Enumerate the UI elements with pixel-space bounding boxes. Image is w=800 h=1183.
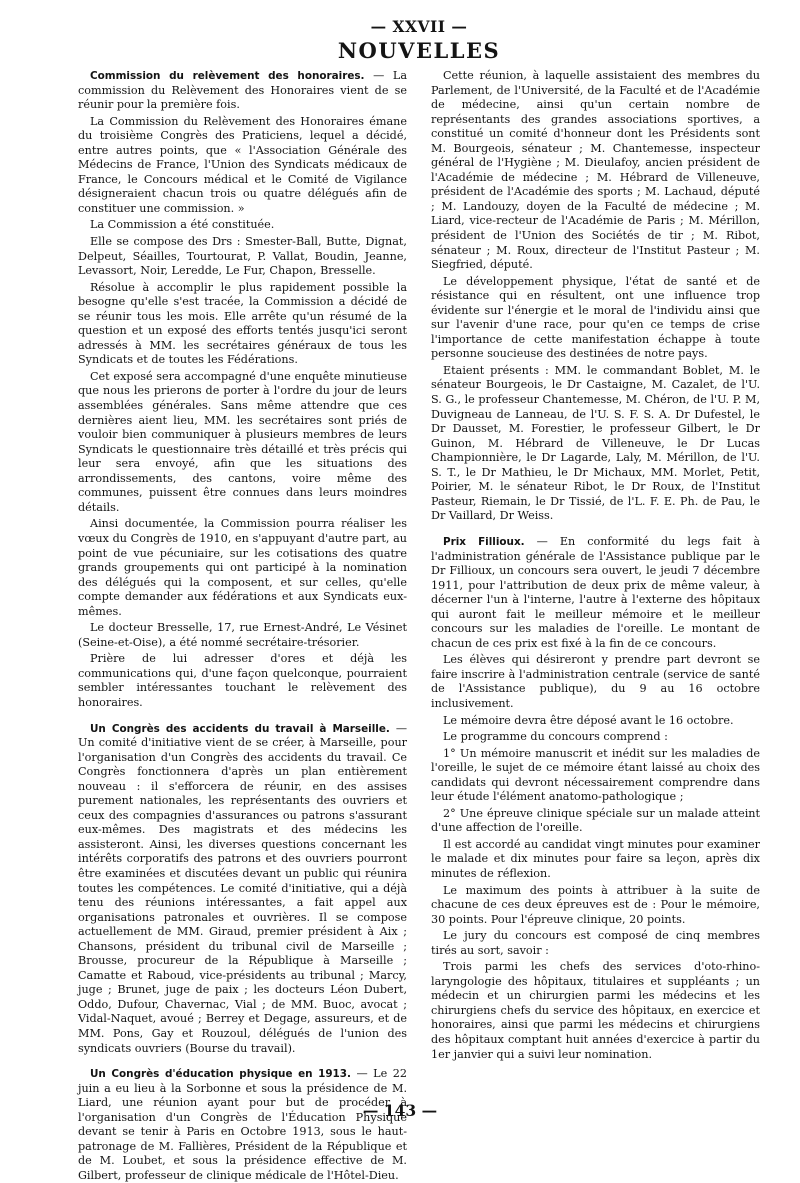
article-lead: — Un comité d'initiative vient de se créer, à Marseille, pour l'organisation d'un Congrès des accidents du travail. Ce Congrès fonctionnera d'après un plan entièrement nouveau : il s'efforcera de réunir, en des assises purement nationales, les représentants des ouvriers et ceux des compagnies d'assurances ou patrons s'assurant eux-mêmes. Des magistrats et des médecins les assisteront. Ainsi, les diverses questions concernant les intérêts corporatifs des patrons et des ouvriers pourront être examinées et discutées devant un public qui réunira toutes les compétences. Le comité d'initiative, qui a déjà tenu des réunions intéressantes, a fait appel aux organisations patronales et ouvrières. Il se compose actuellement de MM. Giraud, premier président à Aix ; Chansons, président du tribunal civil de Marseille ; Brousse, procureur de la République à Marseille ; Camatte et Raboud, vice-présidents au tribunal ; Marcy, juge ; Brunet, juge de paix ; les docteurs Léon Dubert, Oddo, Dufour, Chavernac, Vial ; de MM. Buoc, avocat ; Vidal-Naquet, avoué ; Berrey et Degage, assureurs, et de MM. Pons, Gay et Rouzoul, délégués de l'union des syndicats ouvriers (Bourse du travail). bbox=[78, 721, 407, 1055]
paragraph: La Commission du Relèvement des Honoraires émane du troisième Congrès des Praticiens, lequel a décidé, entre autres points, que « l'Association Générale des Médecins de France, l'Union des Syndicats médicaux de France, le Concours médical et le Comité de Vigilance désigneraient chacun trois ou quatre délégués afin de constituer une commission. » bbox=[78, 114, 407, 215]
article-lead: — La commission du Relèvement des Honoraires vient de se réunir pour la première fois. bbox=[78, 69, 407, 112]
article-title: Un Congrès d'éducation physique en 1913. bbox=[90, 1068, 351, 1081]
page-roman-number: — XXVII — bbox=[370, 17, 468, 36]
paragraph: Trois parmi les chefs des services d'oto-rhino-laryngologie des hôpitaux, titulaires et suppléants ; un médecin et un chirurgien parmi les médecins et les chirurgiens chefs du service des hôpitaux, en exercice et honoraires, ainsi que parmi les médecins et chirurgiens des hôpitaux comptant huit années d'exercice à partir du 1er janvier qui a suivi leur nomination. bbox=[431, 960, 760, 1061]
article-accidents-travail bbox=[78, 722, 407, 1057]
right-column bbox=[431, 69, 760, 1069]
paragraph: Cet exposé sera accompagné d'une enquête minutieuse que nous les prierons de porter à l'ordre du jour de leurs assemblées générales. Sans même attendre que ces dernières aient lieu, MM. les secrétaires sont priés de vouloir bien communiquer à plusieurs membres de leurs Syndicats le questionnaire très détaillé et très précis qui leur sera envoyé, afin que les situations des arrondissements, des cantons, voire même des communes, puissent être connues dans leurs moindres détails. bbox=[78, 369, 407, 514]
article-lead: — En conformité du legs fait à l'administration générale de l'Assistance publique par le Dr Fillioux, un concours sera ouvert, le jeudi 7 décembre 1911, pour l'attribution de deux prix de même valeur, à décerner l'un à l'interne, l'autre à l'externe des hôpitaux qui auront fait le meilleur mémoire et le meilleur concours sur les maladies de l'oreille. Le montant de chacun de ces prix est fixé à la fin de ce concours. bbox=[431, 534, 760, 650]
page-number: — 143 — bbox=[362, 1101, 438, 1120]
article-prix-fillioux bbox=[431, 535, 760, 1062]
paragraph: Le jury du concours est composé de cinq membres tirés au sort, savoir : bbox=[431, 929, 760, 957]
article-education-physique bbox=[78, 1067, 407, 1183]
article-title: Prix Fillioux. bbox=[443, 535, 525, 548]
article-education-physique-continued bbox=[431, 69, 760, 524]
paragraph: Le programme du concours comprend : bbox=[443, 730, 668, 744]
section-title: NOUVELLES bbox=[337, 38, 501, 63]
paragraph: 1° Un mémoire manuscrit et inédit sur les maladies de l'oreille, le sujet de ce mémoire étant laissé au choix des candidats qui devront nécessairement comprendre dans leur étude l'élément anatomo-pathologique ; bbox=[431, 746, 760, 804]
paragraph: Le docteur Bresselle, 17, rue Ernest-André, Le Vésinet (Seine-et-Oise), a été nommé secrétaire-trésorier. bbox=[78, 621, 407, 649]
paragraph: Cette réunion, à laquelle assistaient des membres du Parlement, de l'Université, de la Faculté et de l'Académie de médecine, ainsi qu'un certain nombre de représentants des grandes associations sportives, a constitué un comité d'honneur dont les Présidents sont M. Bourgeois, sénateur ; M. Chantemesse, inspecteur général de l'Hygiène ; M. Dieulafoy, ancien président de l'Académie de médecine ; M. Hébrard de Villeneuve, président de l'Académie des sports ; M. Lachaud, député ; M. Landouzy, doyen de la Faculté de médecine ; M. Liard, vice-recteur de l'Académie de Paris ; M. Mérillon, président de l'Union des Sociétés de tir ; M. Ribot, sénateur ; M. Roux, directeur de l'Institut Pasteur ; M. Siegfried, député. bbox=[431, 69, 760, 272]
paragraph: Elle se compose des Drs : Smester-Ball, Butte, Dignat, Delpeut, Séailles, Tourtourat, P. Vallat, Boudin, Jeanne, Levassort, Noir, Leredde, Le Fur, Chapon, Bresselle. bbox=[78, 235, 407, 278]
paragraph: Le mémoire devra être déposé avant le 16 octobre. bbox=[443, 713, 734, 727]
paragraph: Il est accordé au candidat vingt minutes pour examiner le malade et dix minutes pour faire sa leçon, après dix minutes de réflexion. bbox=[431, 837, 760, 880]
paragraph: Etaient présents : MM. le commandant Boblet, M. le sénateur Bourgeois, le Dr Castaigne, M. Cazalet, de l'U. S. G., le professeur Chantemesse, M. Chéron, de l'U. P. M, Duvigneau de Lanneau, de l'U. S. F. S. A. Dr Dufestel, le Dr Dausset, M. Forestier, le professeur Gilbert, le Dr Guinon, M. Hébrard de Villeneuve, le Dr Lucas Championnière, le Dr Lagarde, Laly, M. Mérillon, de l'U. S. T., le Dr Mathieu, le Dr Michaux, MM. Morlet, Petit, Poirier, M. le sénateur Ribot, le Dr Roux, de l'Institut Pasteur, Riemain, le Dr Tissié, de l'L. F. E. Ph. de Pau, le Dr Vaillard, Dr Weiss. bbox=[431, 363, 760, 523]
paragraph: Résolue à accomplir le plus rapidement possible la besogne qu'elle s'est tracée, la Commission a décidé de se réunir tous les mois. Elle arrête qu'un résumé de la question et un exposé des efforts tentés jusqu'ici seront adressés à MM. les secrétaires généraux de tous les Syndicats et de toutes les Fédérations. bbox=[78, 280, 407, 367]
paragraph: Le maximum des points à attribuer à la suite de chacune de ces deux épreuves est de : Pour le mémoire, 30 points. Pour l'épreuve clinique, 20 points. bbox=[431, 883, 760, 926]
paragraph: 2° Une épreuve clinique spéciale sur un malade atteint d'une affection de l'oreille. bbox=[431, 806, 760, 835]
article-title: Commission du relèvement des honoraires. bbox=[90, 70, 365, 82]
paragraph: La Commission a été constituée. bbox=[90, 218, 275, 232]
article-lead: — Le 22 juin a eu lieu à la Sorbonne et sous la présidence de M. Liard, une réunion ayant pour but de procéder à l'organisation d'un Congrès de l'Éducation Physique devant se tenir à Paris en Octobre 1913, sous le haut-patronage de M. Fallières, Président de la République et de M. Loubet, et sous la présidence effective de M. Gilbert, professeur de clinique médicale de l'Hôtel-Dieu. bbox=[78, 1067, 407, 1182]
paragraph: Prière de lui adresser d'ores et déjà les communications qui, d'une façon quelconque, pourraient sembler intéressantes touchant le relèvement des honoraires. bbox=[78, 652, 407, 709]
paragraph: Le développement physique, l'état de santé et de résistance qui en résultent, ont une influence trop évidente sur l'énergie et le moral de l'individu ainsi que sur l'avenir d'une race, pour qu'en ce temps de crise l'importance de cette manifestation échappe à toute personne soucieuse des destinées de notre pays. bbox=[431, 274, 760, 361]
article-honoraires bbox=[78, 69, 407, 711]
paragraph: Ainsi documentée, la Commission pourra réaliser les vœux du Congrès de 1910, en s'appuyant d'autre part, au point de vue pécuniaire, sur les cotisations des quatre grands groupements qui ont participé à la nomination des délégués qui la composent, et sur celles, qu'elle compte demander aux fédérations et aux Syndicats eux-mêmes. bbox=[78, 517, 407, 618]
paragraph: Les élèves qui désireront y prendre part devront se faire inscrire à l'administration centrale (service de santé de l'Assistance publique), du 9 au 16 octobre inclusivement. bbox=[431, 653, 760, 710]
article-title: Un Congrès des accidents du travail à Marseille. bbox=[90, 722, 390, 735]
